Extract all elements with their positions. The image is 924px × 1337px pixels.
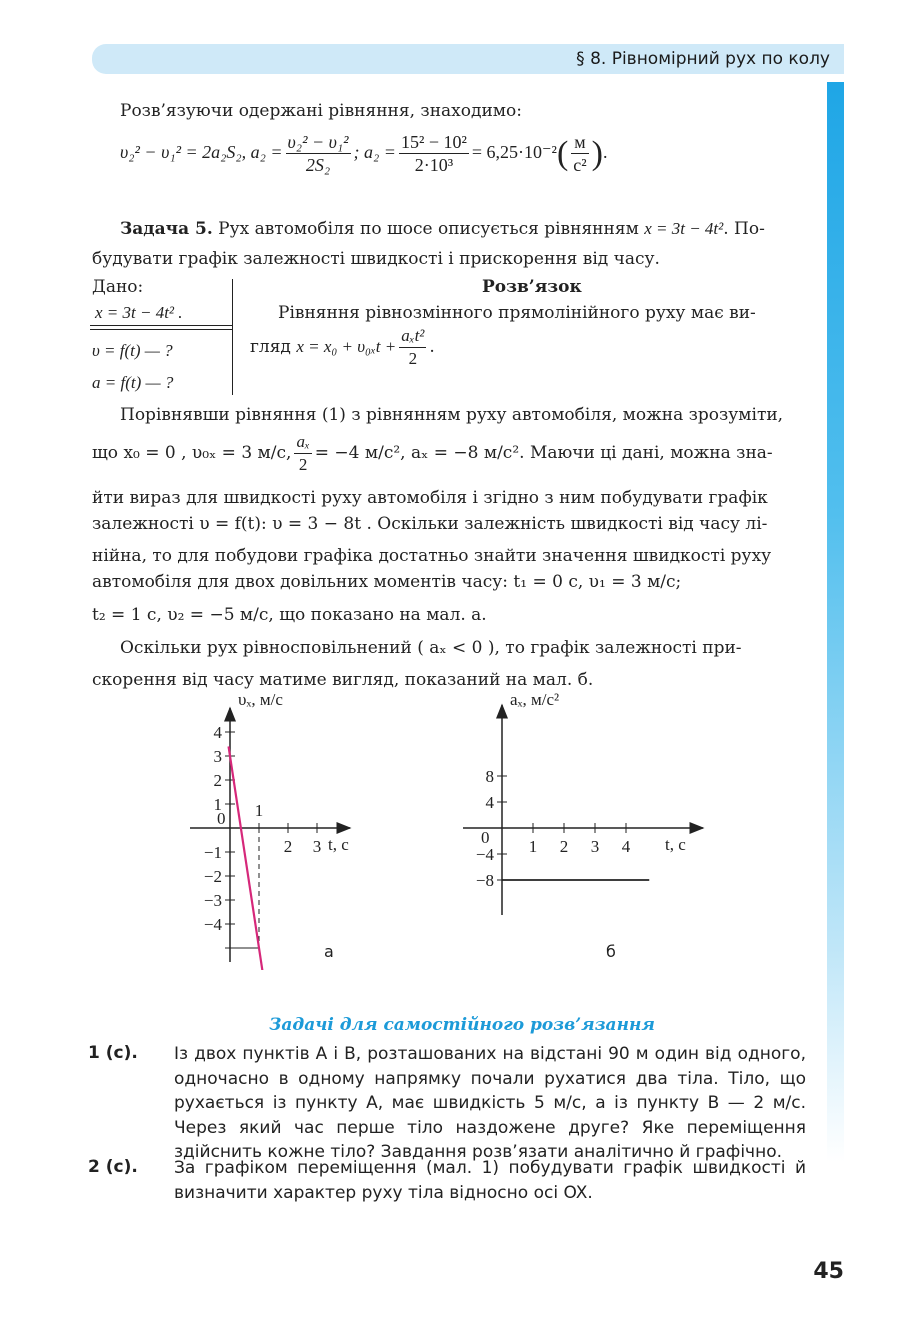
exercises-title: Задачі для самостійного розв’язання bbox=[269, 1015, 655, 1035]
given-divider-2 bbox=[90, 329, 233, 330]
page-number: 45 bbox=[813, 1259, 844, 1284]
formula-c-rhs: = 6,25·10⁻² bbox=[471, 142, 557, 162]
velocity-origin: 0 bbox=[217, 809, 226, 828]
para1-line6: автомобіля для двох довільних моментів часу: t₁ = 0 с, υ₁ = 3 м/с; bbox=[92, 572, 682, 592]
para1-line5: нійна, то для побудови графіка достатньо знайти значення швидкості руху bbox=[92, 546, 772, 566]
velocity-x-tick-label: 1 bbox=[254, 801, 264, 820]
velocity-x-tick-label: 3 bbox=[312, 837, 322, 856]
velocity-y-tick-label: 2 bbox=[213, 771, 222, 790]
formula-c-frac: $\frac{\text{15² − 10²}}{\text{2·10³}}$ bbox=[400, 132, 467, 176]
acceleration-x-tick-label: 3 bbox=[590, 837, 600, 856]
task5-line1: Задача 5. Рух автомобіля по шосе описується рівнянням x = 3t − 4t². По- bbox=[120, 219, 765, 239]
velocity-chart bbox=[180, 690, 380, 970]
velocity-graph-line bbox=[229, 746, 264, 970]
acceleration-y-tick-label: 4 bbox=[485, 793, 494, 812]
acceleration-y-tick-label: −4 bbox=[475, 845, 494, 864]
page-header bbox=[92, 44, 844, 74]
find-acceleration: a = f(t) — ? bbox=[92, 373, 174, 392]
solution-line1: Рівняння рівнозмінного прямолінійного руху має ви- bbox=[278, 303, 756, 323]
solution-frac: $\frac{\text{aₓt²}}{2}$ bbox=[401, 326, 425, 368]
intro-formula: υ₂² − υ₁² = 2a₂S₂, a₂ = $\frac{\text{υ₂² − υ₁²}}{\text{2S₂}}$ ; a₂ = $\frac{\text{15² − 10²}}{\text{2·10³}}$ = 6,25·10⁻²( $\frac{м}{\text{с²}}$ ). bbox=[120, 132, 608, 176]
task5-label: Задача 5. bbox=[120, 219, 213, 239]
acceleration-y-tick-label: −8 bbox=[475, 871, 494, 890]
find-velocity: υ = f(t) — ? bbox=[92, 341, 173, 360]
para2-line1: Оскільки рух рівносповільнений ( aₓ < 0 ), то графік залежності при- bbox=[120, 638, 742, 658]
para1-line3: йти вираз для швидкості руху автомобіля і згідно з ним побудувати графік bbox=[92, 488, 768, 508]
caption-b: б bbox=[606, 942, 616, 961]
exercise-2-text: За графіком переміщення (мал. 1) побудувати графік швидкості й визначити характер руху тіла відносно осі OX. bbox=[174, 1158, 806, 1203]
caption-a: а bbox=[324, 942, 334, 961]
solution-line2: гляд x = x₀ + υ₀ₓt + $\frac{\text{aₓt²}}{2}$ . bbox=[250, 326, 435, 368]
given-vertical-line bbox=[232, 279, 233, 395]
header-title: § 8. Рівномірний рух по колу bbox=[576, 49, 830, 69]
task5-line2: будувати графік залежності швидкості і прискорення від часу. bbox=[92, 249, 660, 269]
task5-eq: x = 3t − 4t² bbox=[644, 219, 724, 238]
exercise-2-number: 2 (с). bbox=[88, 1157, 138, 1177]
velocity-y-tick-label: 3 bbox=[213, 747, 222, 766]
velocity-y-label: υₓ, м/с bbox=[238, 690, 283, 709]
exercise-1-number: 1 (с). bbox=[88, 1043, 138, 1063]
given-divider bbox=[90, 325, 233, 326]
para1-line7: t₂ = 1 с, υ₂ = −5 м/с, що показано на мал. а. bbox=[92, 605, 487, 625]
velocity-x-tick-label: 2 bbox=[283, 837, 293, 856]
acceleration-origin: 0 bbox=[481, 828, 490, 847]
side-stripe bbox=[827, 82, 844, 1162]
velocity-y-tick-label: 1 bbox=[213, 795, 222, 814]
solution-title: Розв’язок bbox=[482, 277, 582, 297]
intro-text: Розв’язуючи одержані рівняння, знаходимо: bbox=[120, 101, 522, 121]
velocity-x-label: t, с bbox=[328, 835, 349, 854]
velocity-y-tick-label: −4 bbox=[203, 915, 222, 934]
velocity-y-tick-label: −1 bbox=[203, 843, 222, 862]
acceleration-x-label: t, с bbox=[665, 835, 686, 854]
velocity-y-tick-label: −3 bbox=[203, 891, 222, 910]
given-title: Дано: bbox=[92, 277, 144, 297]
velocity-y-tick-label: −2 bbox=[203, 867, 222, 886]
acceleration-x-tick-label: 4 bbox=[621, 837, 631, 856]
acceleration-x-tick-label: 1 bbox=[528, 837, 538, 856]
para1-line4: залежності υ = f(t): υ = 3 − 8t . Оскільки залежність швидкості від часу лі- bbox=[92, 514, 768, 534]
velocity-y-tick-label: 4 bbox=[213, 723, 222, 742]
acceleration-y-tick-label: 8 bbox=[485, 767, 494, 786]
unit-frac: $\frac{м}{\text{с²}}$ bbox=[573, 132, 587, 176]
acceleration-x-tick-label: 2 bbox=[559, 837, 569, 856]
formula-b-frac: $\frac{\text{υ₂² − υ₁²}}{\text{2S₂}}$ bbox=[287, 132, 349, 176]
acceleration-chart bbox=[455, 690, 715, 920]
acceleration-y-label: aₓ, м/с² bbox=[510, 690, 560, 709]
para1-line2: що x₀ = 0 , υ₀ₓ = 3 м/с, $\frac{\text{aₓ}}{2}$ = −4 м/с², aₓ = −8 м/с². Маючи ці дані, можна зна- bbox=[92, 432, 773, 474]
para2-line2: скорення від часу матиме вигляд, показаний на мал. б. bbox=[92, 670, 594, 690]
given-eq: x = 3t − 4t² . bbox=[95, 303, 183, 322]
exercise-1-text: Із двох пунктів A і B, розташованих на відстані 90 м один від одного, одночасно в одному напрямку почали рухатися два тіла. Тіло, що рухається із пункту A, має швидкість 5 м/с, а із пункту B — 2 м/с. Через який час перше тіло наздожене друге? Яке переміщення здійснить кожне тіло? Завдання розв’язати аналітично й графічно. bbox=[174, 1044, 806, 1162]
formula-c-lhs: ; a₂ = bbox=[353, 142, 396, 162]
formula-a: υ₂² − υ₁² = 2a₂S₂, bbox=[120, 142, 247, 162]
formula-b-lhs: a₂ = bbox=[250, 142, 283, 162]
para1-frac: $\frac{\text{aₓ}}{2}$ bbox=[296, 432, 310, 474]
para1-line1: Порівнявши рівняння (1) з рівнянням руху автомобіля, можна зрозуміти, bbox=[120, 405, 784, 425]
